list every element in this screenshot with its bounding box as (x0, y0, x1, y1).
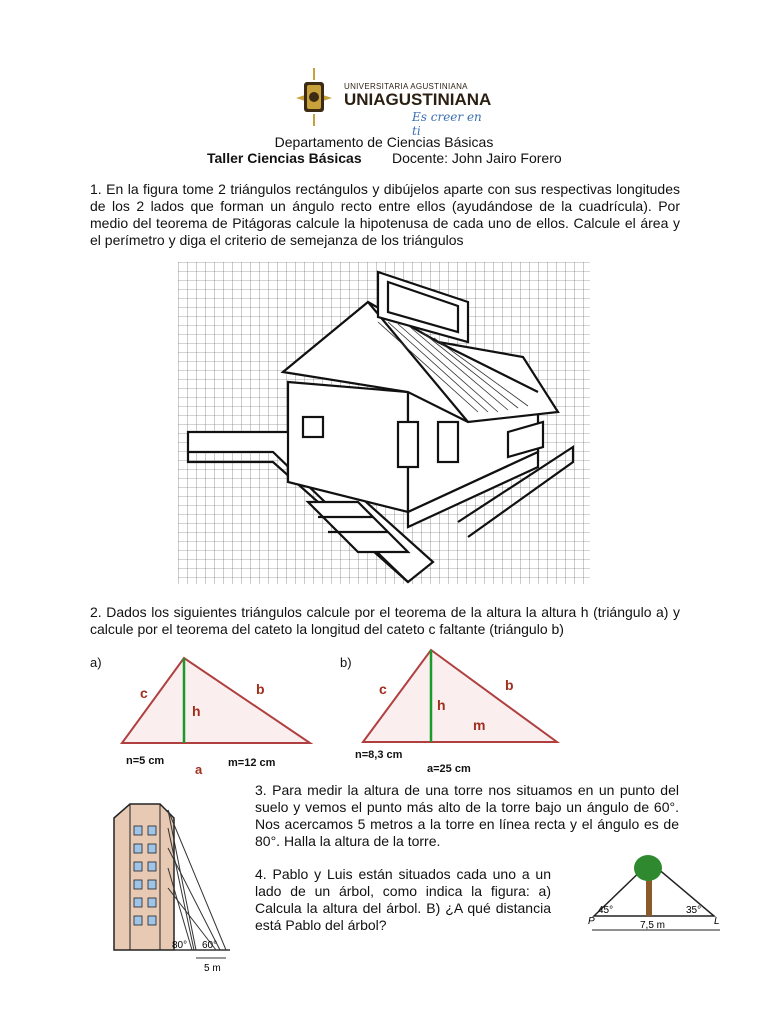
logo-line1: UNIVERSITARIA AGUSTINIANA (344, 82, 468, 91)
tri-b-b: b (505, 677, 514, 693)
tri-a-h: h (192, 703, 201, 719)
question-3: 3. Para medir la altura de una torre nos situamos en un punto del suelo y vemos el punto más alto de la torre bajo un ángulo de 60°. Nos acercamos 5 metros a la torre en línea recta y el ángulo es de 80°. Halla la altura de la torre. (255, 782, 679, 849)
tri-b-c: c (379, 681, 387, 697)
tri-a-m: m=12 cm (228, 757, 276, 769)
tri-a-c: c (140, 685, 148, 701)
triangle-b-figure (355, 646, 570, 780)
tri-b-m: m (473, 717, 486, 733)
tree-distance: 7,5 m (640, 920, 666, 931)
university-logo (292, 64, 492, 138)
tri-b-n: n=8,3 cm (355, 749, 403, 761)
tri-a-b: b (256, 681, 265, 697)
question-1: 1. En la figura tome 2 triángulos rectángulos y dibújelos aparte con sus respectivas longitudes de los 2 lados que forman un ángulo recto entre ellos (ayudándose de la cuadrícula). Por medio del teorema de Pitágoras calcule la hipotenusa de cada uno de ellos. Calcule el área y el perímetro y diga el criterio de semejanza de los triángulos (90, 181, 680, 248)
house-grid-figure (178, 262, 590, 584)
logo-tagline: Es creer en ti (412, 110, 482, 138)
tri-a-base: a (195, 762, 203, 777)
tree-figure (584, 850, 732, 940)
tri-b-h: h (437, 697, 446, 713)
tree-l: L (714, 916, 720, 927)
workshop-title: Taller Ciencias Básicas (207, 150, 362, 166)
teacher-name: Docente: John Jairo Forero (392, 150, 562, 166)
tree-angle-35: 35° (686, 905, 702, 916)
triangle-a-label: a) (90, 655, 102, 670)
tower-angle-80: 80° (172, 940, 188, 951)
tree-canopy-icon (634, 855, 662, 881)
department-title: Departamento de Ciencias Básicas (274, 134, 494, 150)
triangle-b-label: b) (340, 655, 352, 670)
tri-a-n: n=5 cm (126, 755, 165, 767)
tri-b-base: a=25 cm (427, 763, 471, 775)
tree-angle-45: 45° (598, 905, 614, 916)
tower-distance: 5 m (204, 963, 221, 974)
tower-angle-60: 60° (202, 940, 218, 951)
logo-line2: UNIAGUSTINIANA (344, 90, 492, 109)
tower-figure (108, 798, 240, 978)
question-2: 2. Dados los siguientes triángulos calcule por el teorema de la altura la altura h (triángulo a) y calcule por el teorema del cateto la longitud del cateto c faltante (triángulo b) (90, 604, 680, 637)
tree-p: P (588, 916, 595, 927)
triangle-a-figure (110, 650, 320, 780)
question-4: 4. Pablo y Luis están situados cada uno a un lado de un árbol, como indica la figura: a) Calcula la altura del árbol. B) ¿A qué distancia está Pablo del árbol? (255, 866, 551, 933)
